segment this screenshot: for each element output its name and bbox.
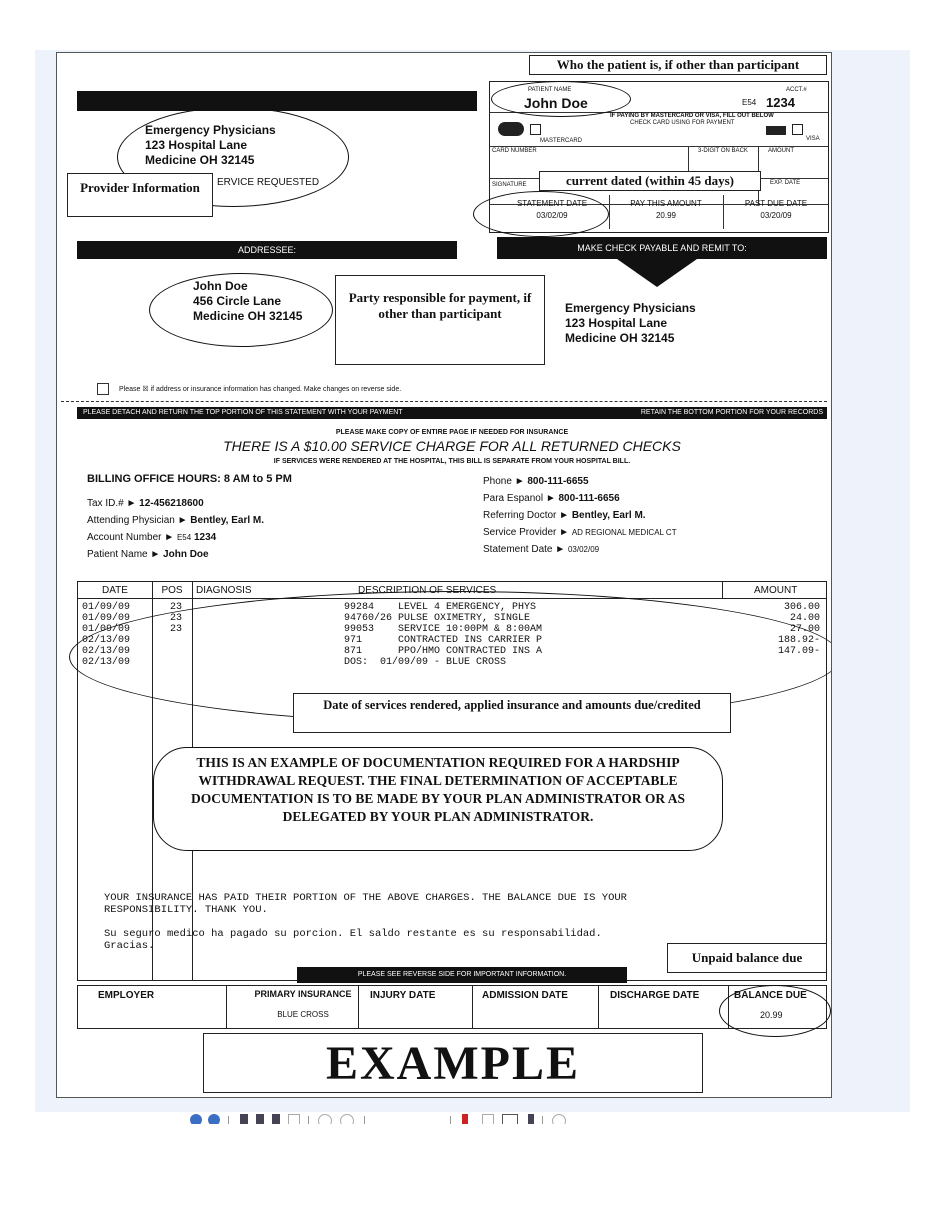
visa-icon [766,126,786,135]
unpaid-callout: Unpaid balance due [667,943,827,973]
discharge-date-label: DISCHARGE DATE [610,990,700,1001]
detach-left-text: PLEASE DETACH AND RETURN THE TOP PORTION OF THIS STATEMENT WITH YOUR PAYMENT [83,409,403,416]
col-description: DESCRIPTION OF SERVICES [358,585,497,596]
remit-city: Medicine OH 32145 [565,331,675,345]
service-amount: 27.00 [789,624,820,635]
injury-date-label: INJURY DATE [370,990,436,1001]
service-amount: 188.92- [777,635,820,646]
forward-icon[interactable] [208,1114,220,1124]
hospital-note: IF SERVICES WERE RENDERED AT THE HOSPITAL, THIS BILL IS SEPARATE FROM YOUR HOSPITAL BILL. [273,458,631,465]
service-date: 02/13/09 [82,646,131,657]
tool-icon[interactable] [528,1114,534,1124]
back-icon[interactable] [190,1114,202,1124]
service-description: 99053 SERVICE 10:00PM & 8:00AM [344,624,543,635]
pdf-icon[interactable] [462,1114,468,1124]
service-amount: 306.00 [783,602,820,613]
phone-label: Phone ► [483,476,525,487]
example-stamp: EXAMPLE [203,1033,703,1093]
help-icon[interactable] [552,1114,566,1124]
service-description: 871 PPO/HMO CONTRACTED INS A [344,646,543,657]
patient-name: John Doe [524,95,588,111]
addressee-address [193,279,302,324]
account-number: 1234 [193,532,217,543]
service-description: 971 CONTRACTED INS CARRIER P [344,635,543,646]
employer-label: EMPLOYER [98,990,155,1001]
disclaimer-box: THIS IS AN EXAMPLE OF DOCUMENTATION REQUIRED FOR A HARDSHIP WITHDRAWAL REQUEST. THE FINAL DETERMINATION OF ACCEPTABLE DOCUMENTATION IS TO BE MADE BY YOUR PLAN ADMINISTRATOR OR AS DELEGATED BY YOUR PLAN ADMINISTRATOR. [153,747,723,851]
col-pos: POS [161,585,183,596]
statement-date-billing: 03/02/09 [567,545,600,554]
spanish-note [104,928,602,952]
referring-label: Referring Doctor ► [483,510,570,521]
tax-label: Tax ID.# ► [87,498,137,509]
pay-amount-label: PAY THIS AMOUNT [630,199,702,208]
service-pos: 23 [170,624,183,635]
service-date: 01/09/09 [82,624,131,635]
service-amount: 24.00 [789,613,820,624]
save-icon[interactable] [502,1114,518,1124]
provider-name: Emergency Physicians [145,123,276,137]
document-icon[interactable] [482,1114,494,1124]
amount-label: AMOUNT [768,148,794,154]
address-change-text: Please ☒ if address or insurance information has changed. Make changes on reverse side. [119,386,402,393]
check-card-label: CHECK CARD USING FOR PAYMENT [630,120,735,126]
document-page [56,52,832,1098]
col-amount: AMOUNT [754,585,798,596]
statement-date-label: STATEMENT DATE [516,199,588,208]
provider-address [145,123,276,168]
statement-date-oval [473,191,609,237]
service-date: 01/09/09 [82,602,131,613]
statement-date-label-billing: Statement Date ► [483,544,566,555]
service-amount: 147.09- [777,646,820,657]
perforation-line [61,401,827,402]
past-due-date: 03/20/09 [760,211,792,220]
billing-right [483,473,677,558]
detach-bar [77,407,827,419]
exp-date-label: EXP. DATE [770,180,801,186]
service-charge-note: THERE IS A $10.00 SERVICE CHARGE FOR ALL RETURNED CHECKS [223,438,681,454]
remit-street: 123 Hospital Lane [565,316,668,330]
footer-table [77,985,827,1029]
prev-page-icon[interactable] [256,1114,264,1124]
service-description: 94760/26 PULSE OXIMETRY, SINGLE [344,613,531,624]
service-provider-label: Service Provider ► [483,527,570,538]
account-prefix: E54 [176,533,192,542]
service-requested: ERVICE REQUESTED [217,177,320,188]
service-date: 02/13/09 [82,657,131,668]
past-due-label: PAST DUE DATE [744,199,808,208]
provider-street: 123 Hospital Lane [145,138,248,152]
viewer-toolbar [190,1110,730,1124]
spanish-note-line-2: Gracias. [104,940,155,952]
party-callout: Party responsible for payment, if other than participant [335,275,545,365]
service-date: 01/09/09 [82,613,131,624]
patient-label: Patient Name ► [87,549,161,560]
attending-label: Attending Physician ► [87,515,188,526]
acct-label: ACCT.# [786,87,807,93]
remit-bar: MAKE CHECK PAYABLE AND REMIT TO: [497,237,827,259]
service-pos: 23 [170,613,183,624]
col-diagnosis: DIAGNOSIS [196,585,252,596]
billing-hours: BILLING OFFICE HOURS: 8 AM to 5 PM [87,473,292,485]
pay-amount: 20.99 [655,211,677,220]
addressee-name: John Doe [193,279,248,293]
espanol-label: Para Espanol ► [483,493,556,504]
tax-id: 12-456218600 [139,498,204,509]
account-label: Account Number ► [87,532,175,543]
card-instruction: IF PAYING BY MASTERCARD OR VISA, FILL OUT BELOW [610,113,774,119]
zoom-in-icon[interactable] [318,1114,332,1124]
card-number-label: CARD NUMBER [492,148,537,154]
copy-note: PLEASE MAKE COPY OF ENTIRE PAGE IF NEEDED FOR INSURANCE [335,429,569,436]
balance-due-label: BALANCE DUE [734,990,807,1001]
service-pos: 23 [170,602,183,613]
next-page-icon[interactable] [272,1114,280,1124]
reverse-note-bar: PLEASE SEE REVERSE SIDE FOR IMPORTANT INFORMATION. [297,967,627,983]
phone: 800-111-6655 [527,476,589,487]
insurance-note-line-2: RESPONSIBILITY. THANK YOU. [104,904,268,916]
insurance-note-line-1: YOUR INSURANCE HAS PAID THEIR PORTION OF THE ABOVE CHARGES. THE BALANCE DUE IS YOUR [104,892,627,904]
admission-date-label: ADMISSION DATE [482,990,568,1001]
statement-date: 03/02/09 [536,211,568,220]
signature-label: SIGNATURE [492,182,527,188]
dates-callout: Date of services rendered, applied insurance and amounts due/credited [293,693,731,733]
detach-right-text: RETAIN THE BOTTOM PORTION FOR YOUR RECORDS [640,409,823,416]
mastercard-icon [498,122,524,136]
current-dated-callout: current dated (within 45 days) [539,171,761,191]
spanish-note-line-1: Su seguro medico ha pagado su porcion. El saldo restante es su responsabilidad. [104,928,602,940]
remit-name: Emergency Physicians [565,301,696,315]
remit-address [565,301,696,346]
mastercard-label: MASTERCARD [540,138,583,144]
patient-callout: Who the patient is, if other than participant [529,55,827,75]
service-description: DOS: 01/09/09 - BLUE CROSS [344,657,507,668]
patient-name-billing: John Doe [163,549,209,560]
espanol-phone: 800-111-6656 [558,493,620,504]
col-date: DATE [102,585,128,596]
header-bar [77,91,477,111]
patient-oval [491,81,631,117]
service-date: 02/13/09 [82,635,131,646]
visa-checkbox[interactable] [792,124,803,135]
primary-insurance-value: BLUE CROSS [277,1010,329,1019]
acct-prefix: E54 [742,98,757,107]
first-page-icon[interactable] [240,1114,248,1124]
referring-doctor: Bentley, Earl M. [571,510,646,521]
balance-due-amount: 20.99 [760,1010,783,1020]
attending-physician: Bentley, Earl M. [190,515,265,526]
billing-left [87,495,264,563]
service-description: 99284 LEVEL 4 EMERGENCY, PHYS [344,602,537,613]
insurance-note [104,892,627,916]
provider-callout: Provider Information [67,173,213,217]
service-provider: AD REGIONAL MEDICAL CT [571,528,677,537]
addressee-city: Medicine OH 32145 [193,309,303,323]
primary-insurance-label: PRIMARY INSURANCE [254,989,352,999]
print-icon[interactable] [288,1114,300,1124]
three-digit-label: 3-DIGIT ON BACK [698,148,748,154]
addressee-bar: ADDRESSEE: [77,241,457,259]
addressee-street: 456 Circle Lane [193,294,282,308]
address-change-checkbox[interactable] [97,383,109,395]
provider-city: Medicine OH 32145 [145,153,255,167]
balance-oval [719,985,831,1037]
patient-name-label: PATIENT NAME [528,87,572,93]
zoom-out-icon[interactable] [340,1114,354,1124]
remit-arrow-icon [617,259,697,289]
acct-number: 1234 [766,95,795,110]
visa-label: VISA [806,136,820,142]
mastercard-checkbox[interactable] [530,124,541,135]
